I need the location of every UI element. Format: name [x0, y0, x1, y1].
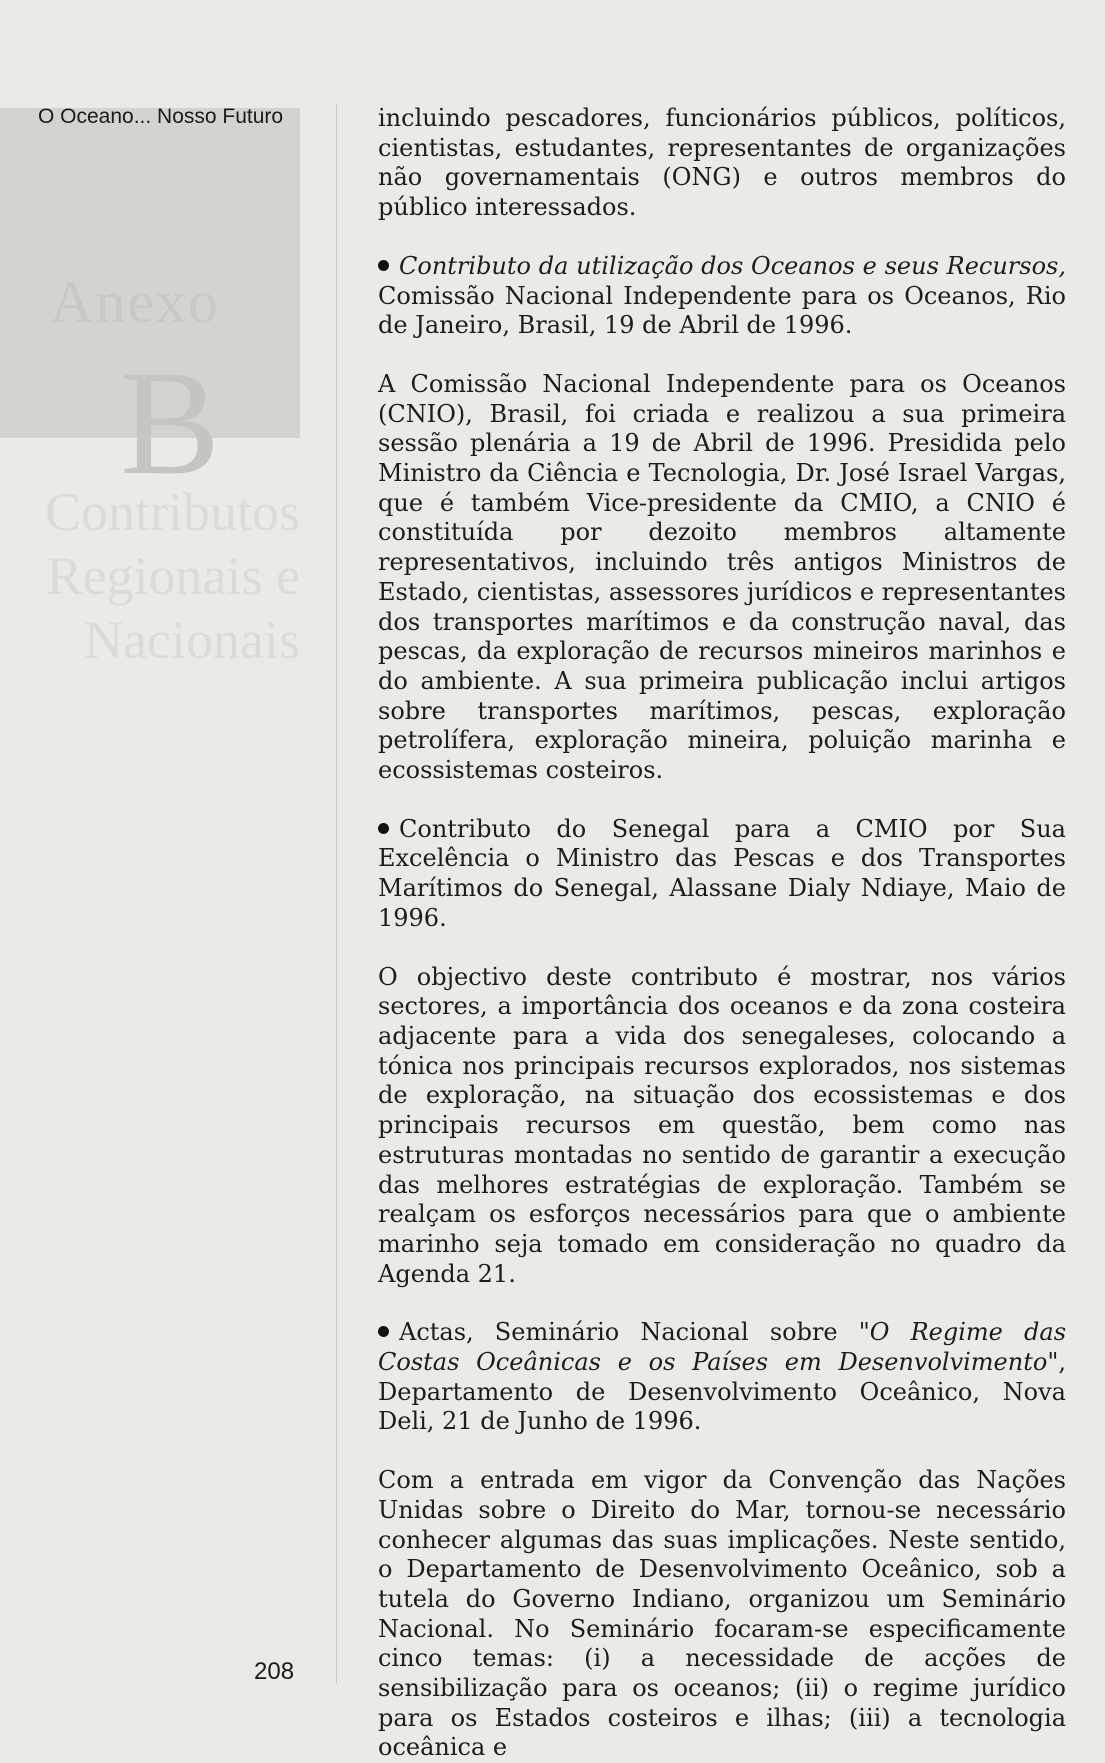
item-prefix: Actas, Seminário Nacional sobre	[399, 1318, 859, 1347]
page-number: 208	[254, 1658, 295, 1685]
bullet-item-senegal	[378, 815, 1066, 934]
paragraph: O objectivo deste contributo é mostrar, nos vários sectores, a importância dos oceanos e da zona costeira adjacente para a vida dos senegaleses, colocando a tónica nos principais recursos explorados, nos sistemas de exploração, na situação dos ecossistemas e dos principais recursos em questão, bem como nas estruturas montadas no sentido de garantir a execução das melhores estratégias de exploração. Também se realçam os esforços necessários para que o ambiente marinho seja tomado em consideração no quadro da Agenda 21.	[378, 962, 1066, 1288]
section-title	[30, 480, 300, 672]
annex-letter: B	[120, 340, 221, 506]
item-details: , Departamento de Desenvolvimento Oceânico, Nova Deli, 21 de Junho de 1996.	[378, 1348, 1066, 1436]
item-details: Comissão Nacional Independente para os Oceanos, Rio de Janeiro, Brasil, 19 de Abril de 1996.	[378, 281, 1066, 340]
main-text-column	[378, 104, 1067, 1762]
bullet-icon	[378, 823, 389, 834]
section-title-line: Regionais e	[46, 546, 300, 606]
paragraph: A Comissão Nacional Independente para os Oceanos (CNIO), Brasil, foi criada e realizou a sua primeira sessão plenária a 19 de Abril de 1996. Presidida pelo Ministro da Ciência e Tecnologia, Dr. José Israel Vargas, que é também Vice-presidente da CMIO, a CNIO é constituída por dezoito membros altamente representativos, incluindo três antigos Ministros de Estado, cientistas, assessores jurídicos e representantes dos transportes marítimos e da construção naval, das pescas, da exploração de recursos mineiros marinhos e do ambiente. A sua primeira publicação inclui artigos sobre transportes marítimos, pescas, exploração petrolífera, exploração mineira, poluição marinha e ecossistemas costeiros.	[378, 369, 1066, 785]
section-title-line: Nacionais	[84, 610, 300, 670]
item-title: Contributo da utilização dos Oceanos e seus Recursos,	[399, 251, 1066, 280]
item-text: Contributo do Senegal para a CMIO por Sua Excelência o Ministro das Pescas e dos Transportes Marítimos do Senegal, Alassane Dialy Ndiaye, Maio de 1996.	[378, 814, 1066, 932]
running-header: O Oceano... Nosso Futuro	[38, 105, 284, 128]
column-divider	[336, 104, 337, 1684]
annex-sidebar-panel	[0, 108, 300, 506]
bullet-icon	[378, 1326, 389, 1337]
section-title-line: Contributos	[44, 482, 300, 542]
bullet-item-brazil	[378, 252, 1066, 341]
paragraph: incluindo pescadores, funcionários públicos, políticos, cientistas, estudantes, representantes de organizações não governamentais (ONG) e outros membros do público interessados.	[378, 104, 1066, 222]
bullet-item-india	[378, 1318, 1066, 1437]
bullet-icon	[378, 260, 389, 271]
paragraph: Com a entrada em vigor da Convenção das Nações Unidas sobre o Direito do Mar, tornou-se necessário conhecer algumas das suas implicações. Neste sentido, o Departamento de Desenvolvimento Oceânico, sob a tutela do Governo Indiano, organizou um Seminário Nacional. No Seminário focaram-se especificamente cinco temas: (i) a necessidade de acções de sensibilização para os oceanos; (ii) o regime jurídico para os Estados costeiros e ilhas; (iii) a tecnologia oceânica e	[378, 1466, 1066, 1762]
annex-word: Anexo	[50, 269, 220, 335]
item-title: "O Regime das Costas Oceânicas e os Países em Desenvolvimento"	[378, 1318, 1067, 1377]
